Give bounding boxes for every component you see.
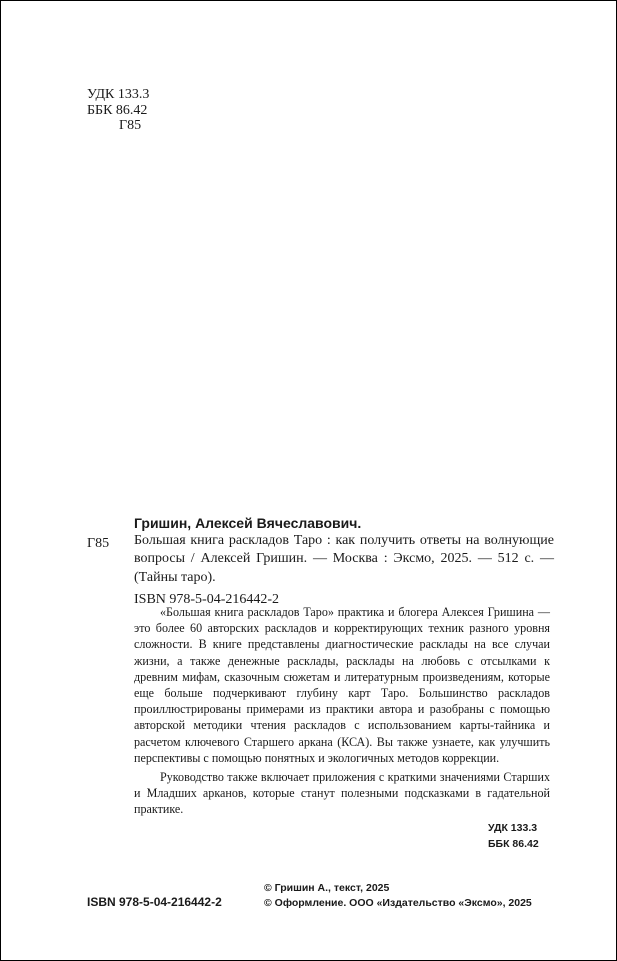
udk-index-bottom: УДК 133.3 xyxy=(488,822,538,834)
card-bibliographic-entry: Большая книга раскладов Таро : как получить ответы на волнующие вопросы / Алексей Гришин. — Москва : Эксмо, 2025. — 512 с. — (Тайны таро). xyxy=(134,533,554,585)
catalog-card xyxy=(134,514,554,609)
imprint-isbn: ISBN 978-5-04-216442-2 xyxy=(87,895,222,909)
annotation-paragraph: Руководство также включает приложения с краткими значениями Старших и Младших арканов, которые станут полезными подсказками в гадательной практике. xyxy=(134,770,550,817)
bbk-index-bottom: ББК 86.42 xyxy=(488,837,539,850)
annotation-paragraph: «Большая книга раскладов Таро» практика и блогера Алексея Гришина — это более 60 авторских раскладов и корректирующих техник разного уровня сложности. В книге представлены диагностические расклады на все случаи жизни, а также денежные расклады, расклады на любовь с отсылками к древним мифам, сказочным сюжетам и литературным произведениям, которые еще больше подчеркивают глубину карт Таро. Большинство раскладов проиллюстрированы примерами из практики автора и разобраны с помощью авторской методики чтения раскладов с использованием карты-тайника и расчетом ключевого Старшего аркана (КСА). Вы также узнаете, как улучшить перспективы с помощью понятных и экологичных методов коррекции. xyxy=(134,605,550,765)
bbk-index: ББК 86.42 xyxy=(87,102,148,118)
copyright-design: © Оформление. ООО «Издательство «Эксмо», 2025 xyxy=(264,896,532,909)
card-author-sign: Г85 xyxy=(87,536,110,551)
card-isbn: ISBN 978-5-04-216442-2 xyxy=(134,592,280,608)
annotation xyxy=(134,604,550,818)
classification-indices-bottom xyxy=(488,821,539,852)
card-author: Гришин, Алексей Вячеславович. xyxy=(134,515,362,531)
author-sign: Г85 xyxy=(119,118,142,133)
classification-indices-top xyxy=(87,87,167,134)
copyright-text: © Гришин А., текст, 2025 xyxy=(264,882,390,894)
udk-index: УДК 133.3 xyxy=(87,87,150,102)
copyright-notice xyxy=(264,881,532,910)
